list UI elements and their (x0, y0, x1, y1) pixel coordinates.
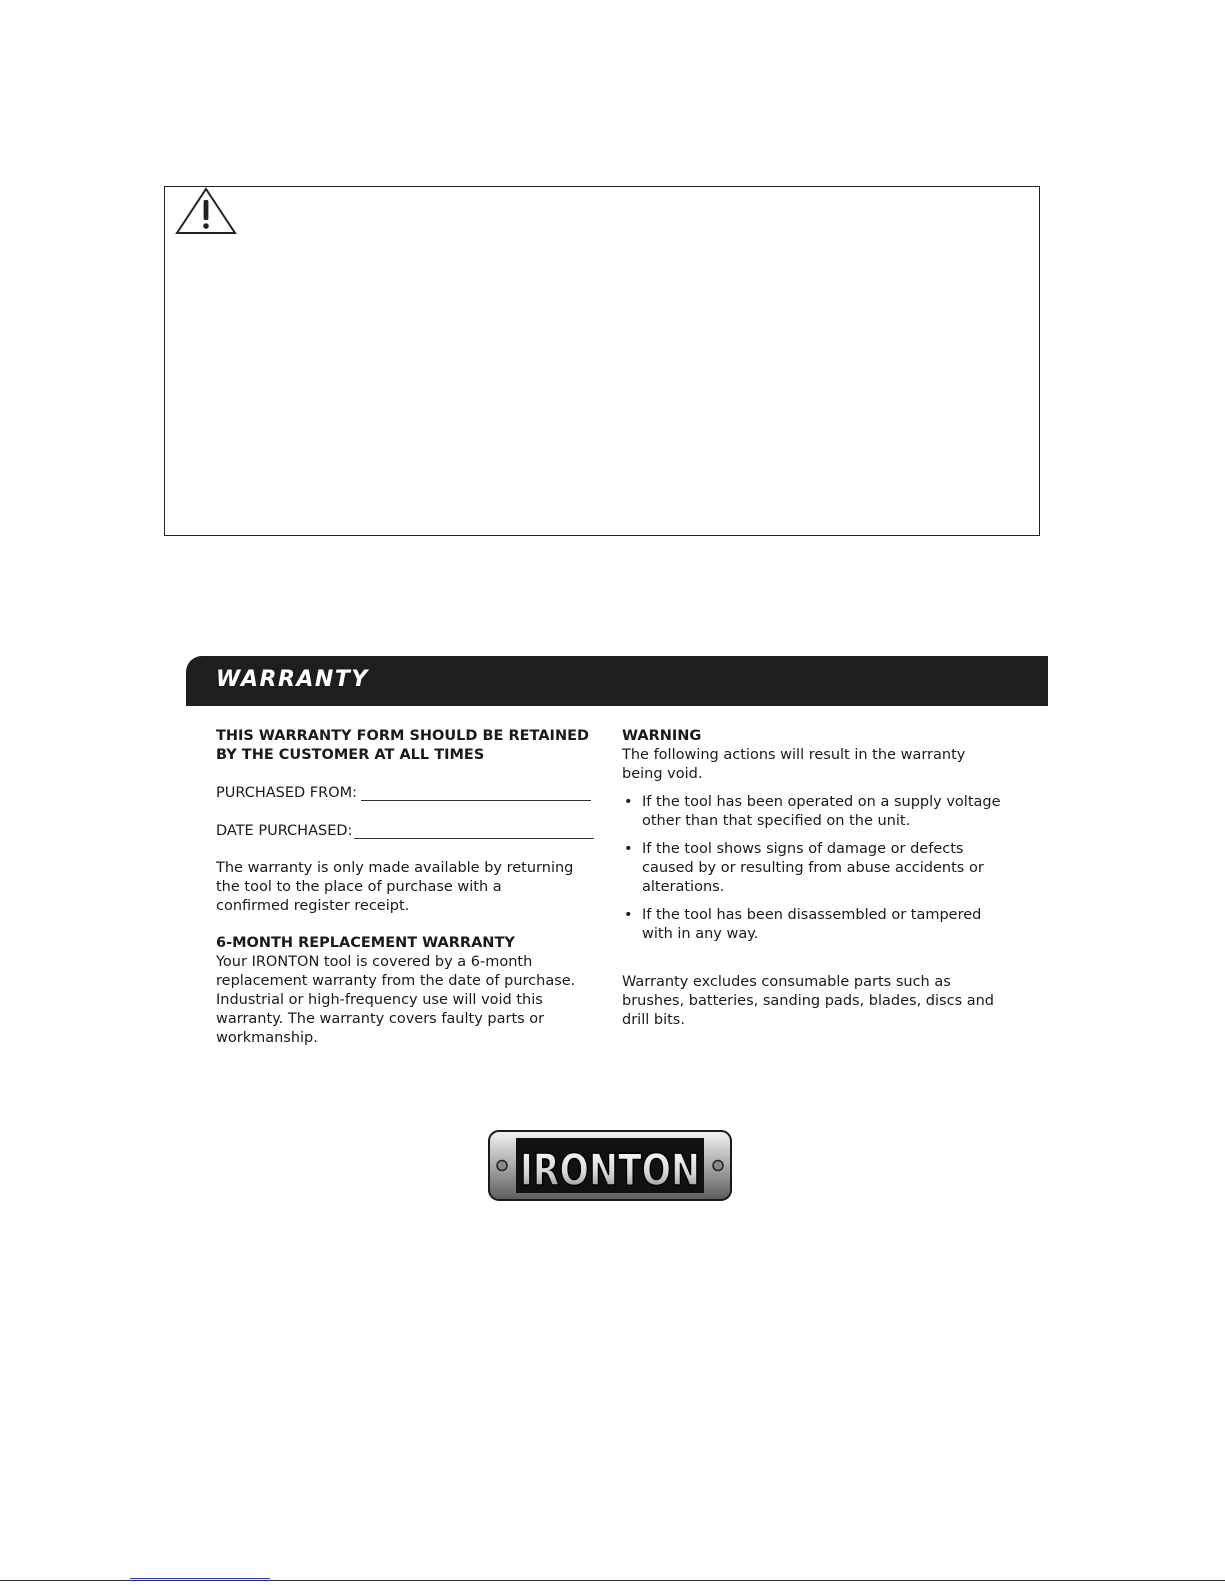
page-bottom-rule (0, 1580, 1225, 1581)
purchased-from-line (361, 785, 591, 801)
date-purchased-field (216, 821, 596, 841)
footer-link-underline (130, 1578, 270, 1579)
retain-notice-line-2: BY THE CUSTOMER AT ALL TIMES (216, 747, 485, 763)
ironton-logo (488, 1130, 732, 1201)
date-purchased-line (354, 823, 594, 839)
warning-intro: The following actions will result in the warranty being void. (622, 747, 966, 782)
warranty-right-column (622, 727, 1002, 1030)
logo-text: IRONTON (520, 1145, 700, 1196)
warranty-title: WARRANTY (216, 667, 369, 692)
exclusions-text: Warranty excludes consumable parts such as brushes, batteries, sanding pads, blades, discs and drill bits. (622, 974, 995, 1028)
warning-triangle-icon (175, 187, 237, 235)
void-conditions-list (622, 793, 1002, 944)
retain-notice-line-1: THIS WARRANTY FORM SHOULD BE RETAINED (216, 728, 590, 744)
purchased-from-label: PURCHASED FROM: (216, 785, 358, 801)
warranty-banner (186, 656, 1048, 706)
list-item: • If the tool has been disassembled or tampered with in any way. (622, 906, 1002, 944)
purchased-from-field (216, 783, 596, 803)
list-item: • If the tool shows signs of damage or defects caused by or resulting from abuse accidents or alterations. (622, 840, 1002, 897)
warning-box (164, 186, 1040, 536)
replacement-heading: 6-MONTH REPLACEMENT WARRANTY (216, 935, 515, 951)
warning-heading: WARNING (622, 728, 702, 744)
list-item: • If the tool has been operated on a supply voltage other than that specified on the unit. (622, 793, 1002, 831)
availability-text: The warranty is only made available by returning the tool to the place of purchase with a confirmed register receipt. (216, 860, 574, 914)
date-purchased-label: DATE PURCHASED: (216, 823, 353, 839)
replacement-text: Your IRONTON tool is covered by a 6-month replacement warranty from the date of purchase. Industrial or high-frequency use will void this warranty. The warranty covers faulty parts or workmanship. (216, 954, 576, 1046)
warranty-left-column (216, 727, 596, 1048)
